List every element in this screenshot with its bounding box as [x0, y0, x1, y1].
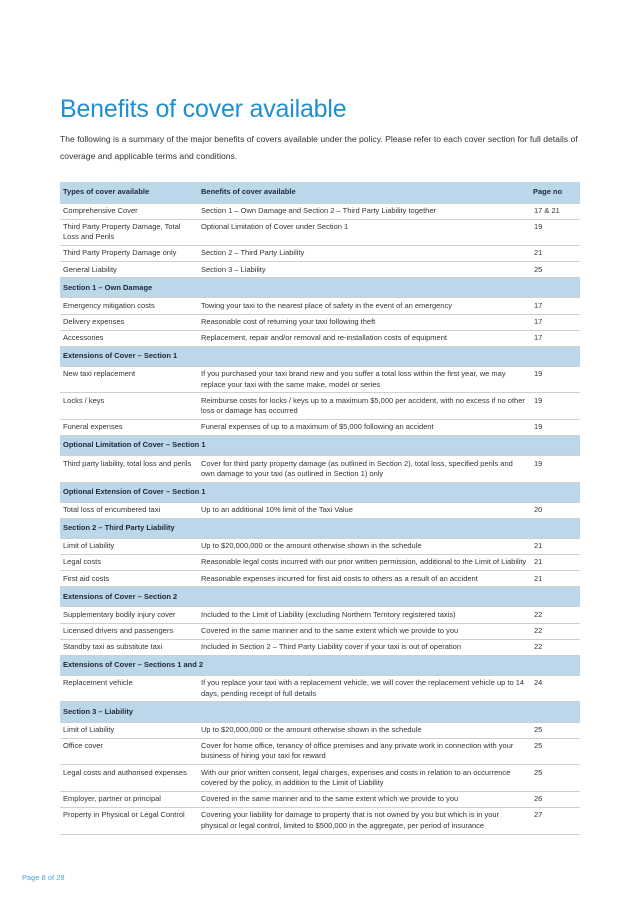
section-header-label: Section 3 – Liability — [60, 702, 580, 722]
benefit-cell: Covering your liability for damage to property that is not owned by you but which is in your physical or legal control, limited to $500,000 in the aggregate, per period of insurance — [198, 807, 530, 834]
section-header-row — [60, 482, 580, 502]
page-number-cell: 22 — [530, 607, 580, 623]
cover-type-cell: Limit of Liability — [60, 539, 198, 555]
benefit-cell: Section 3 – Liability — [198, 262, 530, 278]
cover-type-cell: Replacement vehicle — [60, 675, 198, 702]
page-number-cell: 19 — [530, 456, 580, 483]
section-header-label: Section 1 – Own Damage — [60, 278, 580, 298]
benefit-cell: If you replace your taxi with a replacement vehicle, we will cover the replacement vehicle up to 14 days, pending receipt of full details — [198, 675, 530, 702]
benefit-cell: Cover for home office, tenancy of office premises and any private work in connection with your business of hiring your taxi for reward — [198, 738, 530, 765]
benefit-cell: Replacement, repair and/or removal and re-installation costs of equipment — [198, 330, 530, 346]
cover-type-cell: Supplementary bodily injury cover — [60, 607, 198, 623]
section-header-label: Extensions of Cover – Section 1 — [60, 346, 580, 366]
cover-type-cell: Third party liability, total loss and perils — [60, 456, 198, 483]
table-row — [60, 765, 580, 792]
page-title: Benefits of cover available — [60, 95, 347, 123]
table-body — [60, 203, 580, 834]
table-row — [60, 555, 580, 571]
table-row — [60, 366, 580, 393]
section-header-label: Optional Extension of Cover – Section 1 — [60, 482, 580, 502]
page-number: Page 8 of 28 — [22, 873, 65, 882]
benefit-cell: Optional Limitation of Cover under Section 1 — [198, 219, 530, 246]
table-row — [60, 675, 580, 702]
benefit-cell: Covered in the same manner and to the same extent which we provide to you — [198, 791, 530, 807]
cover-type-cell: Locks / keys — [60, 393, 198, 420]
intro-paragraph: The following is a summary of the major benefits of covers available under the policy. Please refer to each cover section for full details of coverage and applicable terms and conditions. — [60, 134, 578, 161]
section-header-label: Extensions of Cover – Sections 1 and 2 — [60, 655, 580, 675]
benefit-cell: Reimburse costs for locks / keys up to a maximum $5,000 per accident, with no excess if no other loss or damage has occurred — [198, 393, 530, 420]
table-row — [60, 420, 580, 436]
benefit-cell: Reasonable cost of returning your taxi following theft — [198, 314, 530, 330]
page-number-cell: 19 — [530, 366, 580, 393]
page-number-cell: 19 — [530, 393, 580, 420]
page-number-cell: 21 — [530, 246, 580, 262]
table-row — [60, 623, 580, 639]
header-benefits: Benefits of cover available — [198, 182, 530, 203]
table-row — [60, 203, 580, 219]
table-row — [60, 639, 580, 655]
cover-type-cell: General Liability — [60, 262, 198, 278]
page-number-cell: 19 — [530, 219, 580, 246]
table-row — [60, 456, 580, 483]
section-header-row — [60, 436, 580, 456]
benefits-table — [60, 182, 580, 835]
benefit-cell: Section 1 – Own Damage and Section 2 – Third Party Liability together — [198, 203, 530, 219]
benefit-cell: Towing your taxi to the nearest place of safety in the event of an emergency — [198, 298, 530, 314]
page-number-cell: 26 — [530, 791, 580, 807]
benefit-cell: With our prior written consent, legal charges, expenses and costs in relation to an occurrence covered by the policy, in addition to the Limit of Liability — [198, 765, 530, 792]
page-number-cell: 21 — [530, 571, 580, 587]
cover-type-cell: Emergency mitigation costs — [60, 298, 198, 314]
table-row — [60, 219, 580, 246]
page-number-cell: 25 — [530, 738, 580, 765]
table-row — [60, 330, 580, 346]
cover-type-cell: Third Party Property Damage, Total Loss and Perils — [60, 219, 198, 246]
table-row — [60, 738, 580, 765]
page-number-cell: 25 — [530, 262, 580, 278]
cover-type-cell: Delivery expenses — [60, 314, 198, 330]
benefit-cell: Funeral expenses of up to a maximum of $5,000 following an accident — [198, 420, 530, 436]
cover-type-cell: Employer, partner or principal — [60, 791, 198, 807]
section-header-row — [60, 519, 580, 539]
table-row — [60, 791, 580, 807]
table-row — [60, 393, 580, 420]
page-number-cell: 25 — [530, 765, 580, 792]
cover-type-cell: Funeral expenses — [60, 420, 198, 436]
page-number-cell: 17 — [530, 298, 580, 314]
benefit-cell: If you purchased your taxi brand new and you suffer a total loss within the first year, we may replace your taxi with the same make, model or series — [198, 366, 530, 393]
table-row — [60, 314, 580, 330]
section-header-row — [60, 278, 580, 298]
page-number-cell: 21 — [530, 555, 580, 571]
header-page-no: Page no — [530, 182, 580, 203]
page-number-cell: 22 — [530, 623, 580, 639]
table-row — [60, 262, 580, 278]
benefit-cell: Included to the Limit of Liability (excluding Northern Territory registered taxis) — [198, 607, 530, 623]
benefit-cell: Covered in the same manner and to the same extent which we provide to you — [198, 623, 530, 639]
cover-type-cell: Legal costs and authorised expenses — [60, 765, 198, 792]
section-header-label: Optional Limitation of Cover – Section 1 — [60, 436, 580, 456]
cover-type-cell: Property in Physical or Legal Control — [60, 807, 198, 834]
page-number-cell: 24 — [530, 675, 580, 702]
page-number-cell: 19 — [530, 420, 580, 436]
table-row — [60, 502, 580, 518]
cover-type-cell: Accessories — [60, 330, 198, 346]
benefit-cell: Reasonable legal costs incurred with our prior written permission, additional to the Limit of Liability — [198, 555, 530, 571]
page-number-cell: 25 — [530, 722, 580, 738]
page-number-cell: 17 & 21 — [530, 203, 580, 219]
page-number-cell: 27 — [530, 807, 580, 834]
benefit-cell: Included in Section 2 – Third Party Liability cover if your taxi is out of operation — [198, 639, 530, 655]
benefit-cell: Cover for third party property damage (as outlined in Section 2), total loss, specified perils and own damage to your taxi (as outlined in Section 1) only — [198, 456, 530, 483]
cover-type-cell: First aid costs — [60, 571, 198, 587]
benefit-cell: Reasonable expenses incurred for first aid costs to others as a result of an accident — [198, 571, 530, 587]
benefit-cell: Up to $20,000,000 or the amount otherwise shown in the schedule — [198, 722, 530, 738]
table-row — [60, 571, 580, 587]
table-row — [60, 246, 580, 262]
cover-type-cell: Third Party Property Damage only — [60, 246, 198, 262]
table-row — [60, 539, 580, 555]
section-header-row — [60, 346, 580, 366]
table-row — [60, 607, 580, 623]
benefit-cell: Up to an additional 10% limit of the Taxi Value — [198, 502, 530, 518]
header-types-of-cover: Types of cover available — [60, 182, 198, 203]
section-header-row — [60, 587, 580, 607]
section-header-row — [60, 702, 580, 722]
cover-type-cell: Legal costs — [60, 555, 198, 571]
table-header-row — [60, 182, 580, 203]
cover-type-cell: New taxi replacement — [60, 366, 198, 393]
cover-type-cell: Licensed drivers and passengers — [60, 623, 198, 639]
cover-type-cell: Limit of Liability — [60, 722, 198, 738]
cover-type-cell: Comprehensive Cover — [60, 203, 198, 219]
page-number-cell: 20 — [530, 502, 580, 518]
cover-type-cell: Total loss of encumbered taxi — [60, 502, 198, 518]
cover-type-cell: Standby taxi as substitute taxi — [60, 639, 198, 655]
page-number-cell: 17 — [530, 330, 580, 346]
table-row — [60, 722, 580, 738]
table-row — [60, 298, 580, 314]
section-header-label: Extensions of Cover – Section 2 — [60, 587, 580, 607]
table-row — [60, 807, 580, 834]
benefit-cell: Section 2 – Third Party Liability — [198, 246, 530, 262]
page-number-cell: 21 — [530, 539, 580, 555]
cover-type-cell: Office cover — [60, 738, 198, 765]
page-number-cell: 22 — [530, 639, 580, 655]
page-number-cell: 17 — [530, 314, 580, 330]
section-header-row — [60, 655, 580, 675]
section-header-label: Section 2 – Third Party Liability — [60, 519, 580, 539]
benefit-cell: Up to $20,000,000 or the amount otherwise shown in the schedule — [198, 539, 530, 555]
